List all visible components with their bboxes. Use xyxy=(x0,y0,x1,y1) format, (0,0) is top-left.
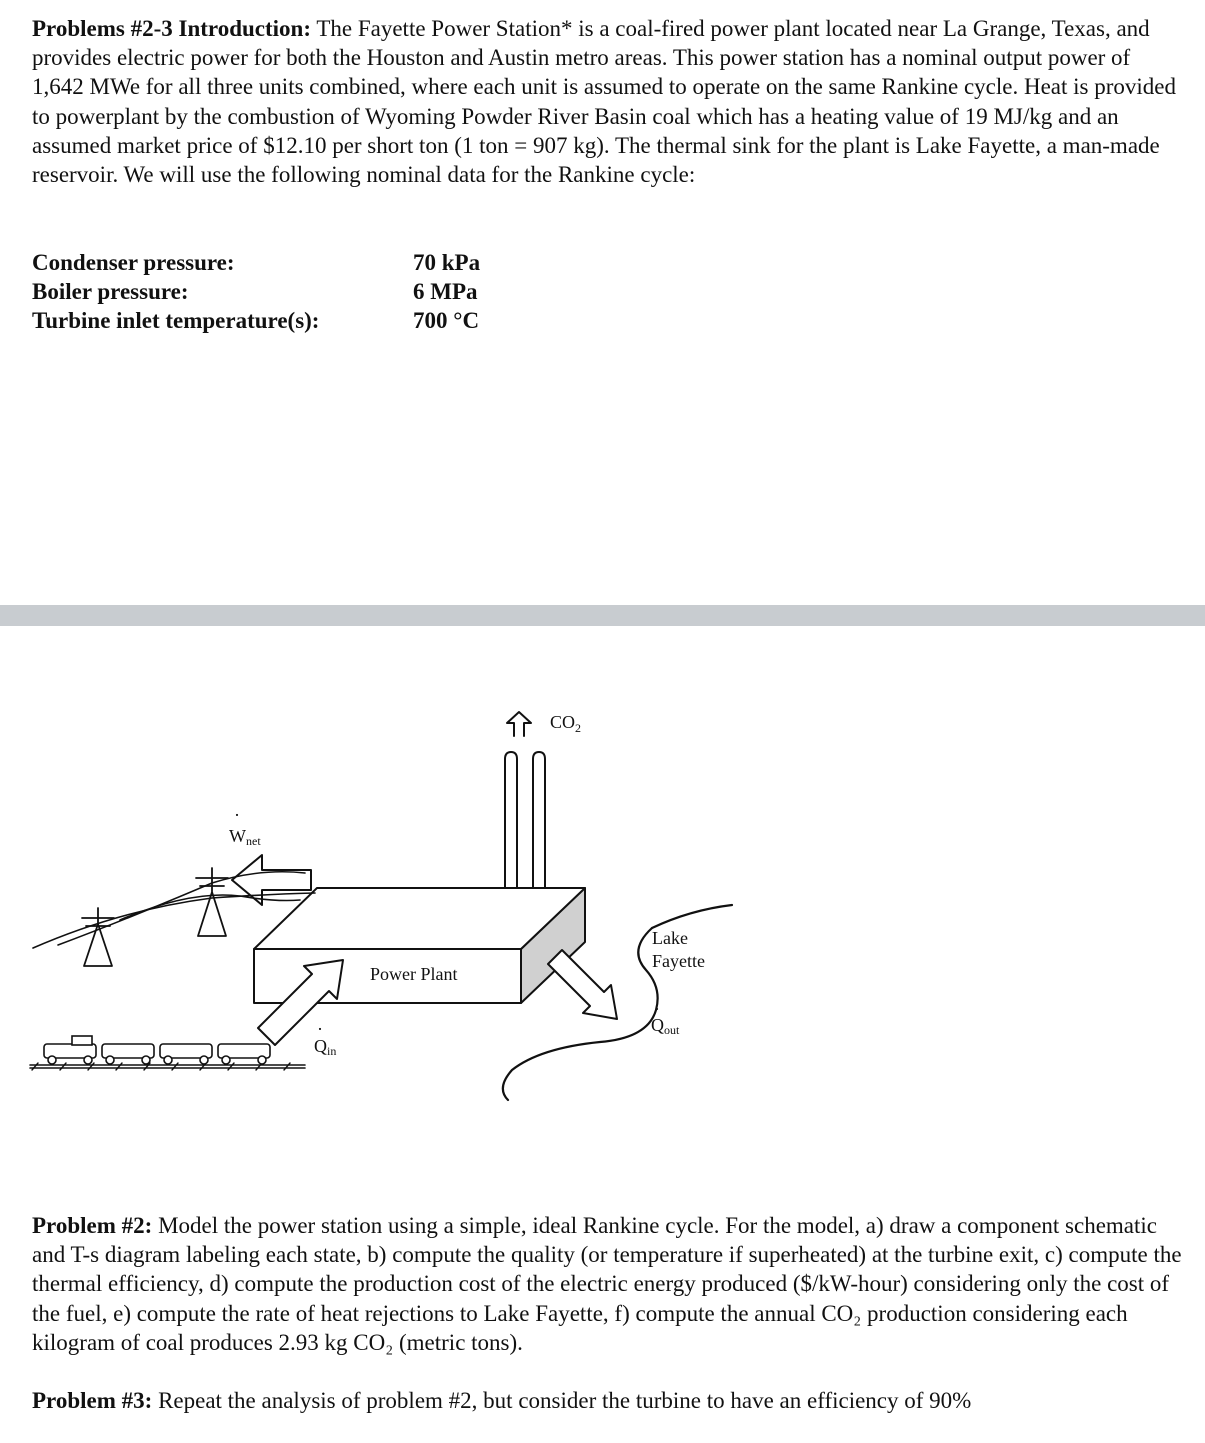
problem-2-paragraph xyxy=(32,1211,1182,1357)
problem-2-text: Model the power station using a simple, ideal Rankine cycle. For the model, a) draw a component schematic and T-s diagram labeling each state, b) compute the quality (or temperature if superheated) at the turbine exit, c) compute the thermal efficiency, d) compute the production cost of the electric energy produced ($/kW-hour) considering only the cost of the fuel, e) compute the rate of heat rejections to Lake Fayette, f) compute the annual CO₂ production considering each kilogram of coal produces 2.93 kg CO₂ (metric tons). xyxy=(32,1213,1182,1355)
turbine-inlet-temperature-value: 700 °C xyxy=(413,308,480,333)
condenser-pressure-label: Condenser pressure: xyxy=(32,250,235,275)
boiler-pressure-value: 6 MPa xyxy=(413,279,478,304)
tower-left xyxy=(82,908,114,966)
plant-label: Power Plant xyxy=(370,964,458,984)
rail-ties xyxy=(32,1063,290,1070)
co2-label: $CO_2$ xyxy=(550,712,582,735)
power-plant-diagram xyxy=(0,690,1205,1150)
co2-exhaust-arrow xyxy=(507,712,531,736)
condenser-pressure-value: 70 kPa xyxy=(413,250,481,275)
q-out-dot: . xyxy=(654,994,660,1014)
problem-2-heading: Problem #2: xyxy=(32,1213,153,1238)
turbine-inlet-temperature-label: Turbine inlet temperature(s): xyxy=(32,308,320,333)
lake-label-line2: Fayette xyxy=(652,951,705,971)
locomotive-cab xyxy=(72,1036,92,1045)
w-net-arrow xyxy=(232,855,311,905)
smokestack-right xyxy=(533,752,545,906)
intro-heading: Problems #2-3 Introduction: xyxy=(32,16,311,41)
lake-label-line1: Lake xyxy=(652,928,688,948)
intro-text: The Fayette Power Station* is a coal-fired power plant located near La Grange, Texas, and provides electric power for both the Houston and Austin metro areas. This power station has a nominal output power of 1,642 MWe for all three units combined, where each unit is assumed to operate on the same Rankine cycle. Heat is provided to powerplant by the combustion of Wyoming Powder River Basin coal which has a heating value of 19 MJ/kg and an assumed market price of $12.10 per short ton (1 ton = 907 kg). The thermal sink for the plant is Lake Fayette, a man-made reservoir. We will use the following nominal data for the Rankine cycle: xyxy=(32,16,1176,188)
smokestack-left xyxy=(505,752,517,906)
q-out-arrow xyxy=(548,950,617,1019)
q-out-label: Qout xyxy=(651,1015,680,1037)
boiler-pressure-label: Boiler pressure: xyxy=(32,279,189,304)
w-net-label: Wnet xyxy=(229,826,261,848)
lake-shoreline-top xyxy=(652,905,732,928)
q-in-label: Qin xyxy=(314,1036,337,1058)
intro-paragraph xyxy=(32,14,1182,189)
section-divider xyxy=(0,605,1205,626)
problem-3-heading: Problem #3: xyxy=(32,1388,153,1413)
problem-3-paragraph xyxy=(32,1386,1182,1415)
rail-track xyxy=(30,1065,305,1068)
problem-3-text: Repeat the analysis of problem #2, but consider the turbine to have an efficiency of 90% xyxy=(152,1388,972,1413)
tower-right xyxy=(196,868,228,936)
w-net-dot: . xyxy=(234,800,240,820)
q-in-dot: . xyxy=(317,1014,323,1034)
